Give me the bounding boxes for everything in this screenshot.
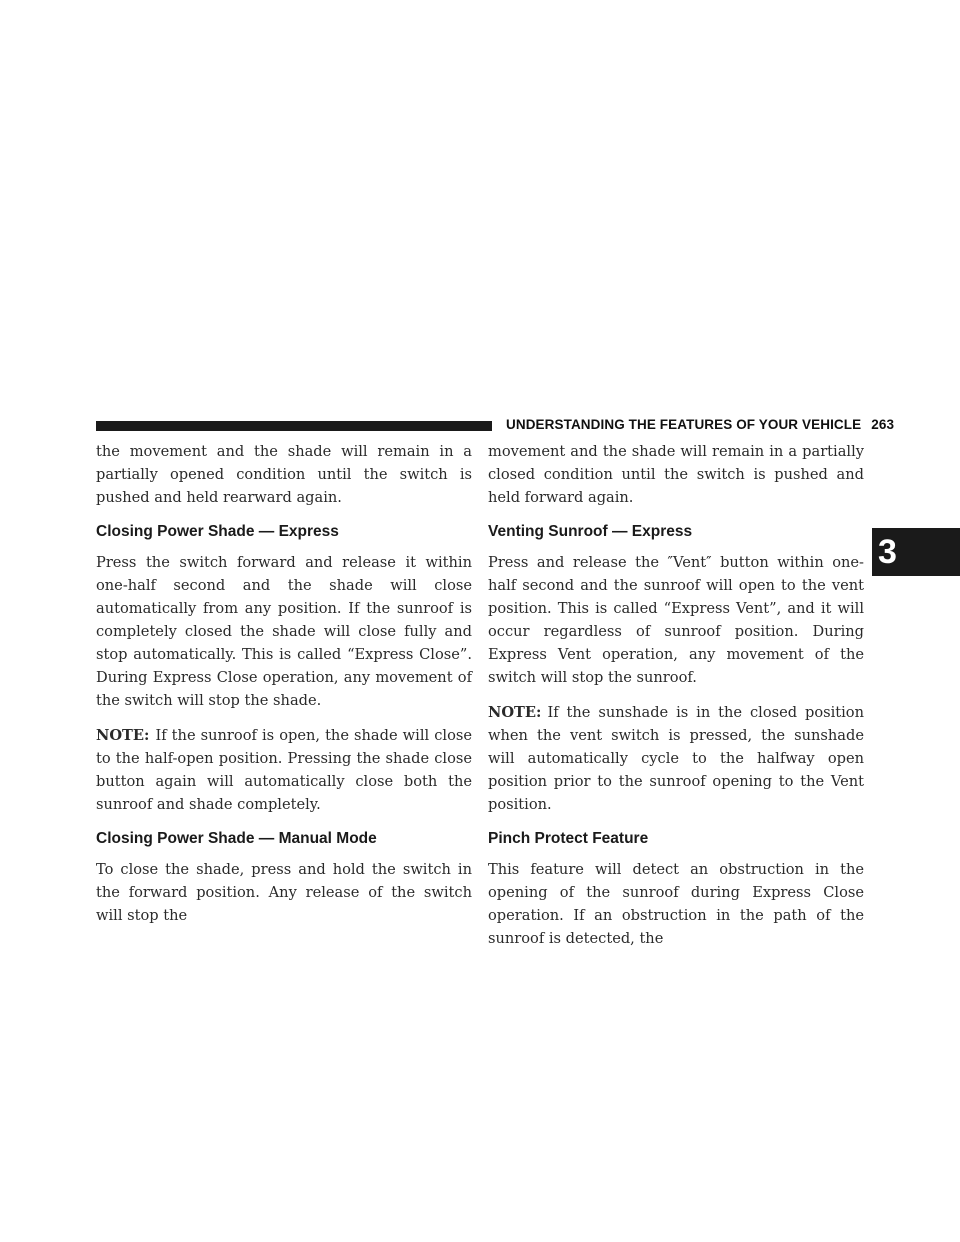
paragraph: This feature will detect an obstruction in the opening of the sunroof during Express Close operation. If an obstruction in the path of the sunroof is detected, the: [488, 861, 864, 947]
section-heading: Closing Power Shade — Manual Mode: [96, 830, 377, 847]
paragraph: movement and the shade will remain in a partially closed condition until the switch is pushed and held forward again.: [488, 443, 864, 506]
header-rule: [96, 421, 492, 431]
note-paragraph: [96, 724, 472, 816]
running-header: [506, 417, 894, 432]
page-number: 263: [871, 417, 895, 432]
section-heading: Venting Sunroof — Express: [488, 523, 693, 540]
paragraph: Press the switch forward and release it within one-half second and the shade will close automatically from any position. If the sunroof is completely closed the shade will close fully and stop automatically. This is called “Express Close”. During Express Close operation, any movement of the switch will stop the shade.: [96, 554, 472, 709]
note-label: NOTE:: [96, 727, 150, 744]
paragraph: To close the shade, press and hold the switch in the forward position. Any release of the switch will stop the: [96, 861, 472, 924]
chapter-tab: 3: [872, 528, 960, 576]
note-paragraph: [488, 701, 864, 816]
paragraph: the movement and the shade will remain in a partially opened condition until the switch is pushed and held rearward again.: [96, 443, 472, 506]
note-text: If the sunshade is in the closed position when the vent switch is pressed, the sunshade will automatically cycle to the halfway open position prior to the sunroof opening to the Vent position.: [488, 704, 864, 813]
paragraph: Press and release the ″Vent″ button within one-half second and the sunroof will open to the vent position. This is called “Express Vent”, and it will occur regardless of sunroof position. During Express Vent operation, any movement of the switch will stop the sunroof.: [488, 554, 864, 686]
section-heading: Closing Power Shade — Express: [96, 523, 339, 540]
left-column: [96, 440, 472, 939]
note-text: If the sunroof is open, the shade will close to the half-open position. Pressing the shade close button again will automatically close both the sunroof and shade completely.: [96, 727, 472, 813]
section-heading: Pinch Protect Feature: [488, 830, 649, 847]
note-label: NOTE:: [488, 704, 542, 721]
right-column: [488, 440, 864, 962]
section-title: UNDERSTANDING THE FEATURES OF YOUR VEHICLE: [506, 417, 862, 432]
